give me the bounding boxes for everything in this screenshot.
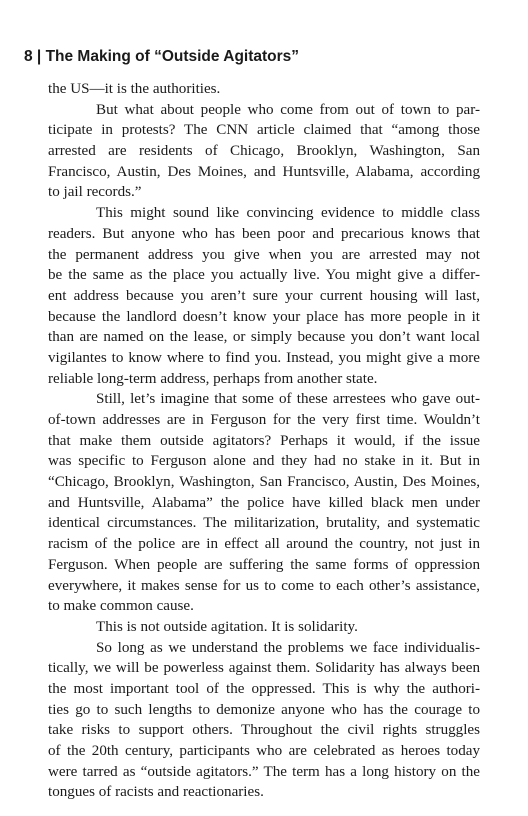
- text-line: take risks to support others. Throughout the civil rights struggles: [48, 722, 480, 739]
- text-line: ties go to such lengths to demonize anyone who has the courage to: [48, 701, 480, 718]
- text-line: the permanent address you give when you are arrested may not: [48, 246, 480, 263]
- text-line: vigilantes to know where to find you. Instead, you might give a more: [48, 349, 480, 366]
- text-line: reliable long-term address, perhaps from another state.: [48, 370, 378, 387]
- text-line: Ferguson. When people are suffering the same forms of oppression: [48, 556, 480, 573]
- text-line: identical circumstances. The militarization, brutality, and systematic: [48, 515, 480, 532]
- text-line: tically, we will be powerless against them. Solidarity has always been: [48, 660, 480, 677]
- text-line: This might sound like convincing evidence to middle class: [96, 205, 480, 222]
- text-line: This is not outside agitation. It is solidarity.: [96, 618, 358, 635]
- text-line: ent address because you aren’t sure your current housing will last,: [48, 287, 480, 304]
- text-line: readers. But anyone who has been poor and precarious knows that: [48, 225, 480, 242]
- text-line: be the same as the place you actually live. You might give a differ-: [48, 267, 480, 284]
- text-line: to jail records.”: [48, 184, 142, 201]
- text-line: were tarred as “outside agitators.” The term has a long history on the: [48, 763, 480, 780]
- text-line: and Huntsville, Alabama” the police have killed black men under: [48, 494, 480, 511]
- text-line: of the 20th century, participants who are celebrated as heroes today: [48, 743, 480, 759]
- text-line: tongues of racists and reactionaries.: [48, 784, 264, 801]
- text-line: because the landlord doesn’t know your place has more people in it: [48, 308, 480, 325]
- text-line: So long as we understand the problems we face individualis-: [96, 639, 480, 656]
- running-head: 8 | The Making of “Outside Agitators”: [24, 48, 300, 65]
- text-line: the US—it is the authorities.: [48, 81, 221, 97]
- text-line: arrested are residents of Chicago, Brooklyn, Washington, San: [48, 143, 480, 160]
- text-line: racism of the police are in effect all around the country, not just in: [48, 536, 480, 553]
- text-line: to make common cause.: [48, 598, 194, 615]
- text-line: the most important tool of the oppressed. This is why the authori-: [48, 680, 480, 697]
- text-line: “Chicago, Brooklyn, Washington, San Francisco, Austin, Des Moines,: [48, 474, 480, 491]
- text-line: everywhere, it makes sense for us to come to each other’s assistance,: [48, 577, 480, 594]
- text-line: Still, let’s imagine that some of these arrestees who gave out-: [96, 391, 480, 408]
- text-line: of-town addresses are in Ferguson for the very first time. Wouldn’t: [48, 412, 480, 428]
- text-line: But what about people who come from out of town to par-: [96, 101, 480, 118]
- text-line: was specific to Ferguson alone and they had no stake in it. But in: [48, 453, 480, 470]
- text-line: than are named on the lease, or simply because you don’t want local: [48, 329, 480, 346]
- text-line: ticipate in protests? The CNN article claimed that “among those: [48, 122, 480, 139]
- text-line: that make them outside agitators? Perhaps it would, if the issue: [48, 432, 480, 449]
- body-text: [48, 79, 480, 803]
- text-line: Francisco, Austin, Des Moines, and Huntsville, Alabama, according: [48, 163, 480, 180]
